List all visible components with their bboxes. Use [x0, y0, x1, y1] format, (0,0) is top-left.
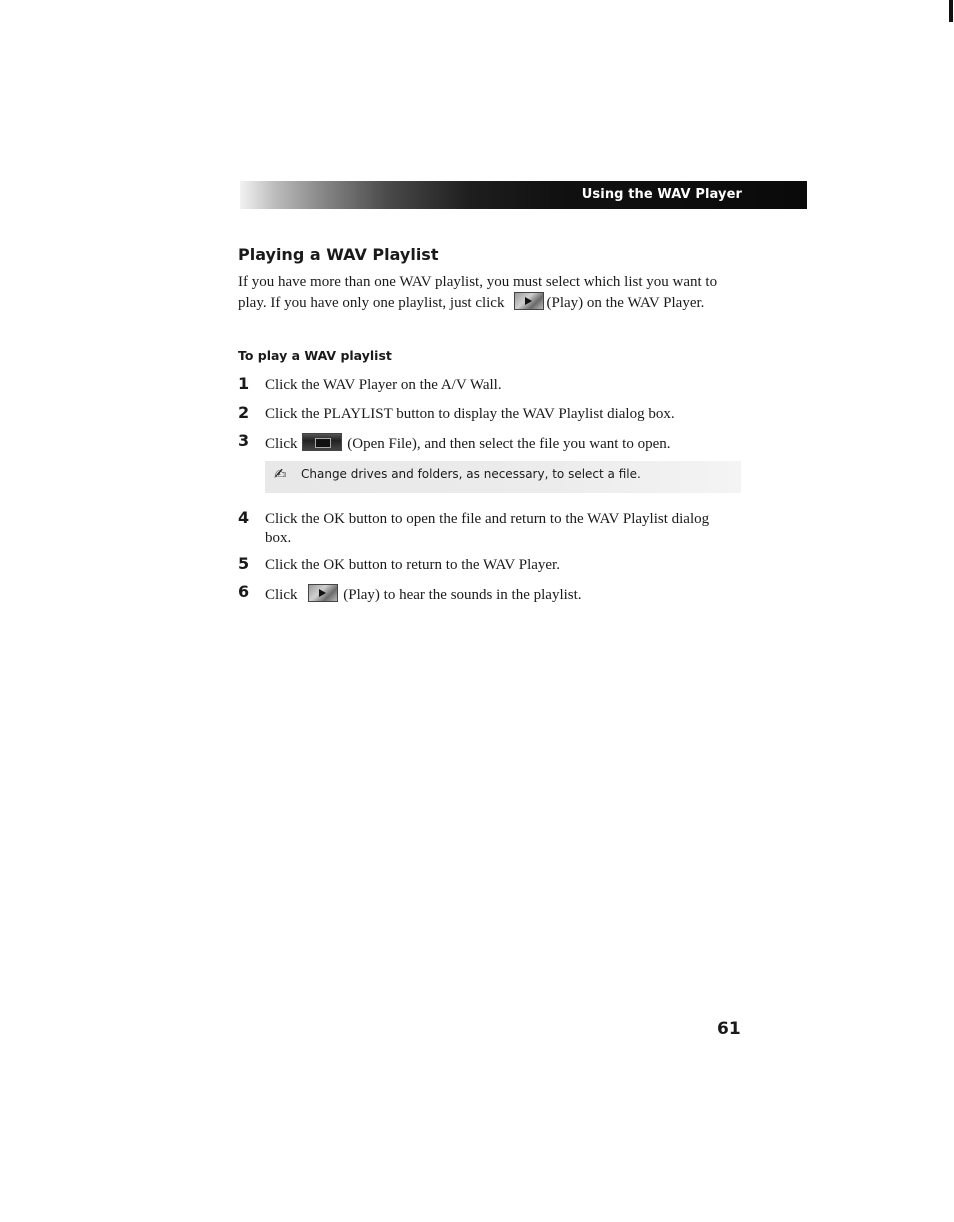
intro-text-before: If you have more than one WAV playlist, you must select which list you want to play. If you have only one playlist, just click — [238, 274, 718, 311]
step-text — [265, 433, 735, 454]
step-text-before: Click — [265, 587, 298, 603]
chapter-header-bar — [240, 181, 807, 209]
step-number: 4 — [238, 508, 250, 527]
play-icon — [514, 292, 544, 310]
play-icon — [308, 584, 338, 602]
step-text: Click the OK button to return to the WAV Player. — [265, 557, 560, 573]
step-text: Click the OK button to open the file and return to the WAV Playlist dialog box. — [265, 511, 710, 546]
intro-paragraph — [238, 273, 733, 312]
step-number: 5 — [238, 554, 250, 573]
page-number: 61 — [717, 1019, 741, 1039]
step-text: Click the WAV Player on the A/V Wall. — [265, 377, 502, 393]
step-number: 6 — [238, 582, 250, 601]
chapter-header-title: Using the WAV Player — [581, 187, 742, 202]
procedure-title: To play a WAV playlist — [238, 348, 392, 363]
note-box — [265, 461, 741, 493]
section-title: Playing a WAV Playlist — [238, 245, 439, 264]
step-number: 3 — [238, 431, 250, 450]
step-text-after: (Open File), and then select the file you want to open. — [347, 436, 671, 452]
page-edge-mark — [949, 0, 953, 22]
step-text: Click the PLAYLIST button to display the WAV Playlist dialog box. — [265, 406, 675, 422]
step-number: 2 — [238, 403, 250, 422]
note-hand-icon: ✍ — [274, 465, 287, 483]
step-number: 1 — [238, 374, 250, 393]
step-text-before: Click — [265, 436, 298, 452]
step-text-after: (Play) to hear the sounds in the playlist. — [343, 587, 582, 603]
step-text — [265, 584, 735, 605]
note-text: Change drives and folders, as necessary, to select a file. — [301, 467, 641, 481]
intro-text-after: (Play) on the WAV Player. — [546, 294, 705, 311]
open-file-icon — [302, 433, 342, 451]
